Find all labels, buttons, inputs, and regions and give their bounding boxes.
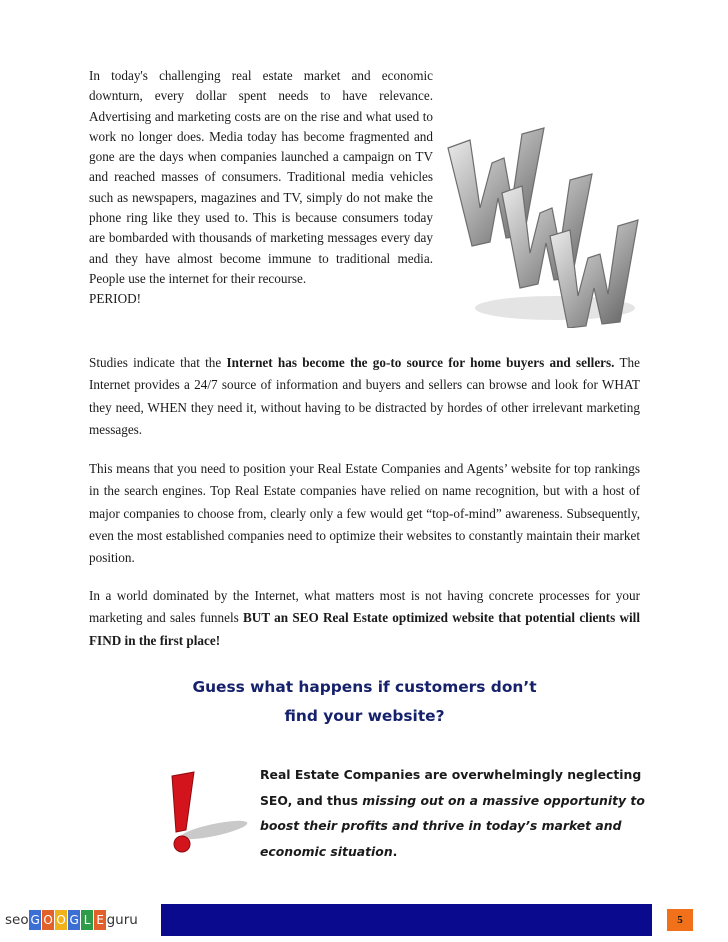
- seo-google-guru-logo: [5, 909, 138, 931]
- studies-lead: Studies indicate that the: [89, 355, 227, 370]
- logo-letter: G: [68, 910, 80, 930]
- intro-paragraph: [89, 66, 433, 310]
- page-number: 5: [667, 909, 693, 931]
- logo-suffix: guru: [106, 912, 138, 928]
- callout-heading-line2: find your website?: [284, 707, 445, 725]
- intro-period: PERIOD!: [89, 291, 142, 307]
- studies-bold: Internet has become the go-to source for home buyers and sellers.: [226, 355, 615, 370]
- world-lead: In a world dominated by the Internet, what matters most is not having concrete processes for your marketing and sales funnels: [89, 588, 640, 626]
- callout-heading-line1: Guess what happens if customers don’t: [192, 678, 537, 696]
- logo-letter: E: [94, 910, 106, 930]
- callout-body-end: .: [392, 843, 398, 859]
- logo-letter: L: [81, 910, 93, 930]
- red-exclamation-icon: [156, 770, 256, 855]
- logo-letter: O: [42, 910, 54, 930]
- world-bold: BUT an SEO Real Estate optimized website that potential clients will FIND in the first place!: [89, 610, 640, 648]
- studies-rest: The Internet provides a 24/7 source of information and buyers and sellers can browse and look for WHAT they need, WHEN they need it, without having to be distracted by hordes of other irrelevant marketing messages.: [89, 355, 640, 437]
- positioning-paragraph: This means that you need to position your Real Estate Companies and Agents’ website for top rankings in the search engines. Top Real Estate companies have relied on name recognition, but with a host of major companies to choose from, clearly only a few would get “top-of-mind” awareness. Subsequently, even the most established companies need to optimize their websites to constantly maintain their market position.: [89, 461, 640, 566]
- callout-body-italic: missing out on a massive opportunity to boost their profits and thrive in today’s market and economic situation: [260, 792, 645, 859]
- footer-bar: [161, 904, 652, 936]
- callout-body: [260, 762, 650, 864]
- studies-paragraph: [89, 352, 640, 441]
- logo-letter: G: [29, 910, 41, 930]
- page-footer: [0, 904, 728, 936]
- intro-text: In today's challenging real estate market and economic downturn, every dollar spent needs to have relevance. Advertising and marketing costs are on the rise and what used to work no longer does. Media today has become fragmented and gone are the days when companies launched a campaign on TV and reached masses of consumers. Traditional media vehicles such as newspapers, magazines and TV, simply do not make the phone ring like they used to. This is because consumers today are bombarded with thousands of marketing messages every day and they have almost become immune to traditional media. People use the internet for their recourse.: [89, 68, 433, 286]
- world-paragraph: [89, 585, 640, 652]
- callout-body-text: Real Estate Companies are overwhelmingly neglecting SEO, and thus: [260, 767, 642, 808]
- logo-prefix: seo: [5, 912, 29, 928]
- logo-letter: O: [55, 910, 67, 930]
- www-3d-letters-icon: [440, 118, 640, 328]
